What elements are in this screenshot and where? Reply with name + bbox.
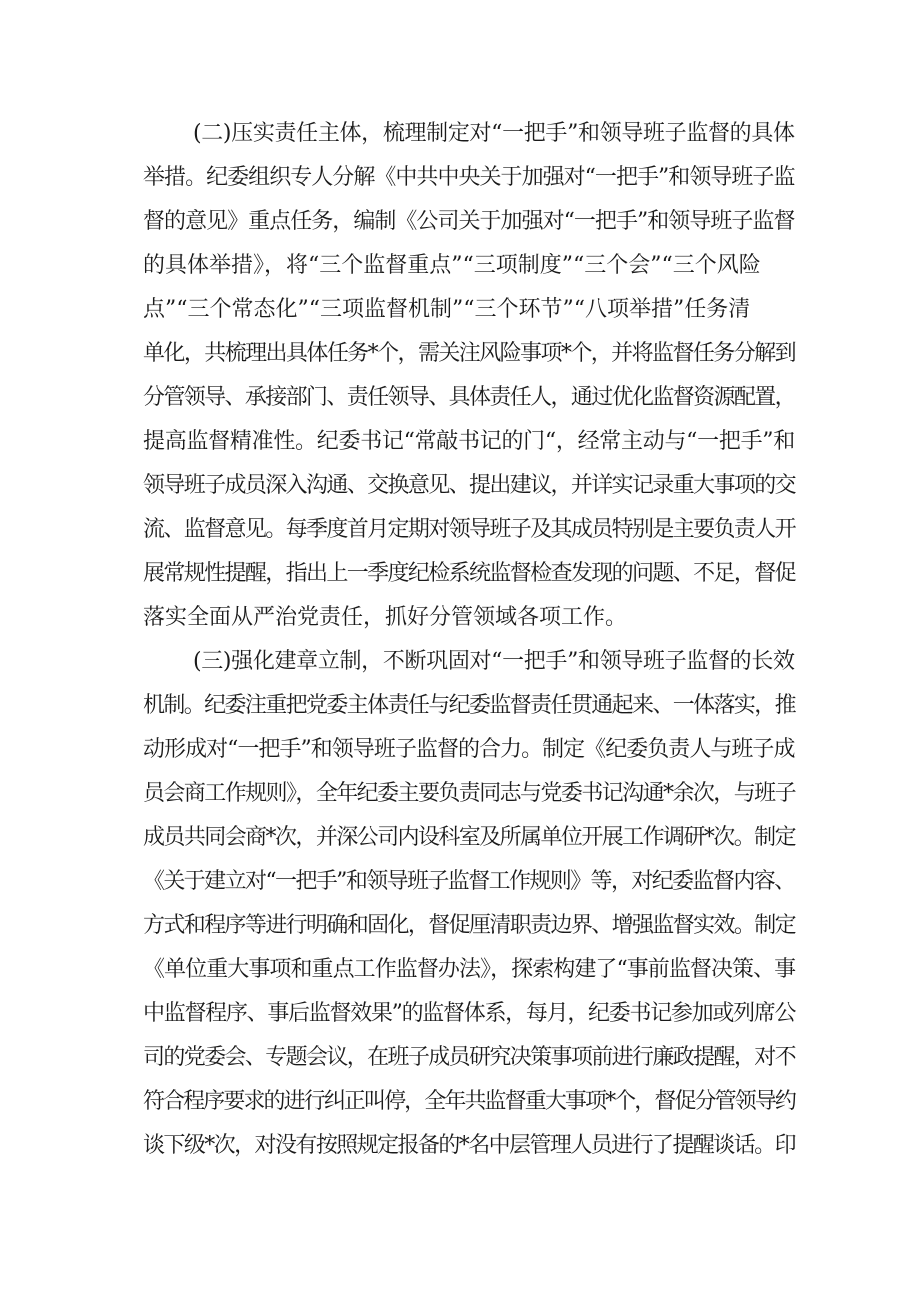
- text-line: 谈下级*次，对没有按照规定报备的*名中层管理人员进行了提醒谈话。印: [143, 1133, 796, 1158]
- text-line: (二)压实责任主体，梳理制定对“一把手”和领导班子监督的具体: [193, 121, 795, 146]
- text-line: 《关于建立对“一把手”和领导班子监督工作规则》等，对纪委监督内容、: [143, 869, 795, 894]
- text-line: 司的党委会、专题会议，在班子成员研究决策事项前进行廉政提醒，对不: [143, 1045, 796, 1070]
- text-line: 单化，共梳理出具体任务*个，需关注风险事项*个，并将监督任务分解到: [143, 341, 796, 366]
- text-line: 举措。纪委组织专人分解《中共中央关于加强对“一把手”和领导班子监: [143, 165, 795, 190]
- text-line: 符合程序要求的进行纠正叫停，全年共监督重大事项*个，督促分管领导约: [143, 1089, 796, 1114]
- text-line: 督的意见》重点任务，编制《公司关于加强对“一把手”和领导班子监督: [143, 209, 795, 234]
- text-line: 成员共同会商*次，并深公司内设科室及所属单位开展工作调研*次。制定: [143, 825, 796, 850]
- text-line: 中监督程序、事后监督效果”的监督体系，每月，纪委书记参加或列席公: [143, 1001, 796, 1026]
- text-line: 点”“三个常态化”“三项监督机制”“三个环节”“八项举措”任务清: [143, 297, 751, 322]
- text-line: (三)强化建章立制，不断巩固对“一把手”和领导班子监督的长效: [193, 649, 795, 674]
- text-line: 方式和程序等进行明确和固化，督促厘清职责边界、增强监督实效。制定: [143, 913, 796, 938]
- text-line: 《单位重大事项和重点工作监督办法》，探索构建了“事前监督决策、事: [143, 957, 796, 982]
- text-line: 动形成对“一把手”和领导班子监督的合力。制定《纪委负责人与班子成: [143, 737, 795, 762]
- text-line: 机制。纪委注重把党委主体责任与纪委监督责任贯通起来、一体落实，推: [143, 693, 796, 718]
- text-line: 落实全面从严治党责任，抓好分管领域各项工作。: [143, 605, 628, 630]
- text-line: 领导班子成员深入沟通、交换意见、提出建议，并详实记录重大事项的交: [143, 473, 796, 498]
- text-line: 提高监督精准性。纪委书记“常敲书记的门“，经常主动与“一把手”和: [143, 429, 795, 454]
- text-line: 的具体举措》，将“三个监督重点”“三项制度”“三个会”“三个风险: [143, 253, 761, 278]
- text-line: 员会商工作规则》，全年纪委主要负责同志与党委书记沟通*余次，与班子: [143, 781, 796, 806]
- text-line: 展常规性提醒，指出上一季度纪检系统监督检查发现的问题、不足，督促: [143, 561, 796, 586]
- text-line: 分管领导、承接部门、责任领导、具体责任人，通过优化监督资源配置，: [143, 385, 796, 410]
- text-line: 流、监督意见。每季度首月定期对领导班子及其成员特别是主要负责人开: [143, 517, 796, 542]
